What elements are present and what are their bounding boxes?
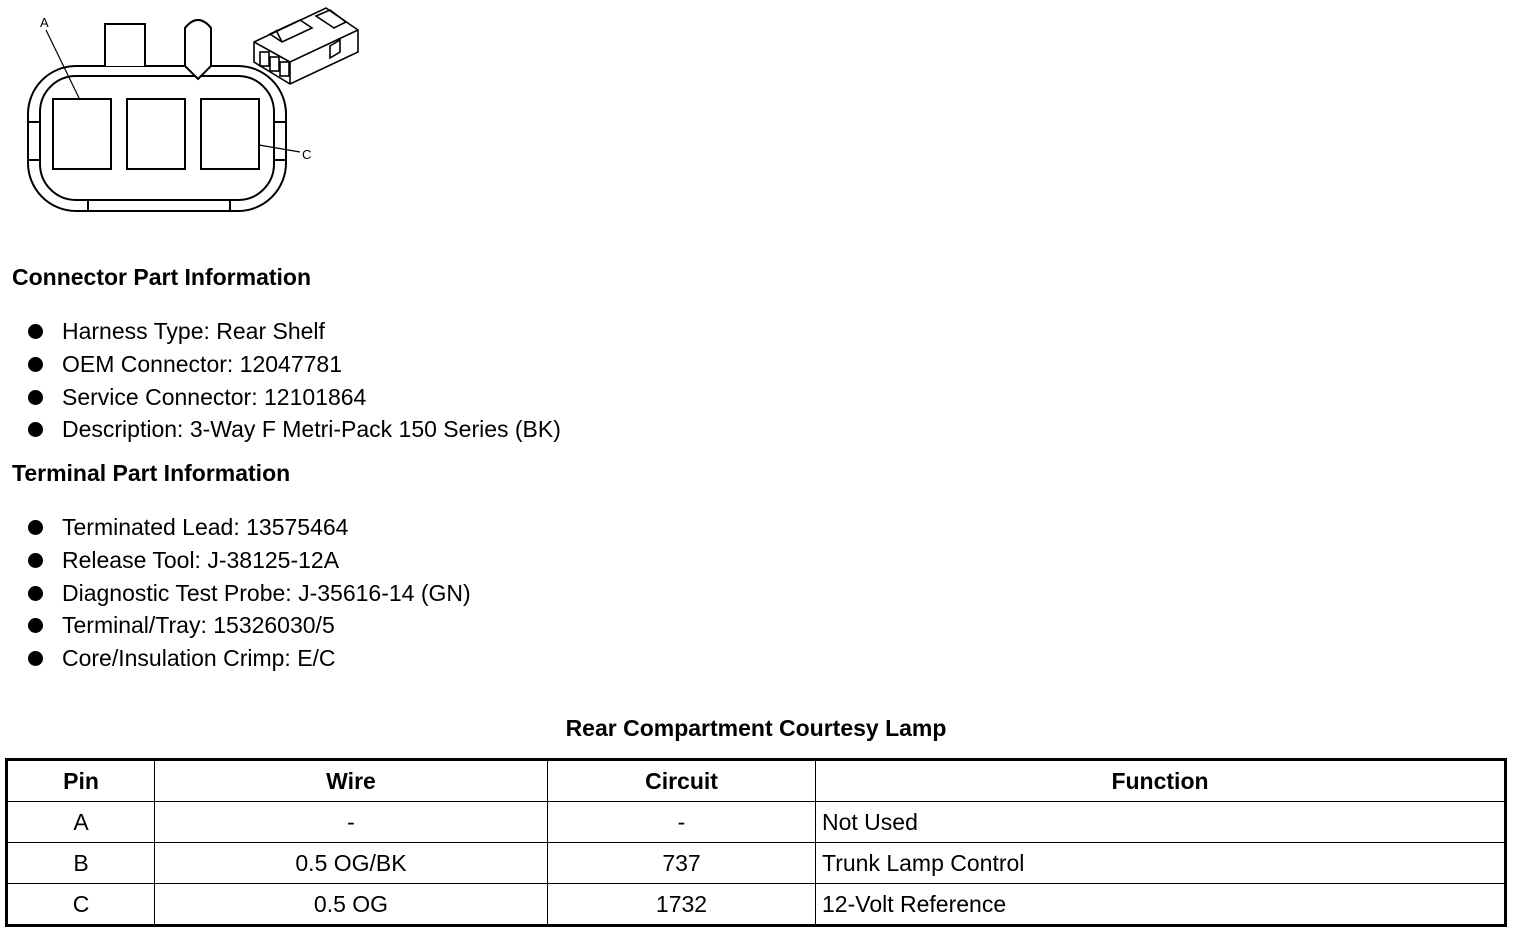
cell-function: 12-Volt Reference bbox=[816, 884, 1506, 926]
list-item: Harness Type: Rear Shelf bbox=[28, 315, 561, 348]
cell-pin: C bbox=[7, 884, 155, 926]
cell-circuit: 737 bbox=[548, 843, 816, 884]
bullet-icon bbox=[28, 520, 43, 535]
cell-function: Not Used bbox=[816, 802, 1506, 843]
table-row bbox=[7, 802, 1506, 843]
connector-info-heading: Connector Part Information bbox=[12, 264, 312, 290]
list-item: Diagnostic Test Probe: J-35616-14 (GN) bbox=[28, 577, 471, 610]
terminal-info-list bbox=[28, 511, 471, 675]
table-title: Rear Compartment Courtesy Lamp bbox=[565, 715, 947, 741]
bullet-icon bbox=[28, 618, 43, 633]
list-item: Terminal/Tray: 15326030/5 bbox=[28, 609, 471, 642]
bullet-icon bbox=[28, 390, 43, 405]
connector-diagram bbox=[0, 0, 380, 230]
cell-pin: B bbox=[7, 843, 155, 884]
pin-label-a: A bbox=[40, 15, 49, 30]
cell-function: Trunk Lamp Control bbox=[816, 843, 1506, 884]
pin-table bbox=[5, 758, 1507, 927]
list-item: Release Tool: J-38125-12A bbox=[28, 544, 471, 577]
list-item: Service Connector: 12101864 bbox=[28, 381, 561, 414]
cell-wire: - bbox=[155, 802, 548, 843]
terminal-info-heading: Terminal Part Information bbox=[12, 460, 291, 486]
table-row bbox=[7, 884, 1506, 926]
connector-housing bbox=[28, 66, 286, 211]
bullet-icon bbox=[28, 586, 43, 601]
list-item: Description: 3-Way F Metri-Pack 150 Series (BK) bbox=[28, 413, 561, 446]
header-wire: Wire bbox=[155, 760, 548, 802]
bullet-icon bbox=[28, 553, 43, 568]
list-item: Core/Insulation Crimp: E/C bbox=[28, 642, 471, 675]
cell-circuit: 1732 bbox=[548, 884, 816, 926]
pin-label-c: C bbox=[302, 147, 312, 162]
cell-wire: 0.5 OG bbox=[155, 884, 548, 926]
connector-info-list bbox=[28, 315, 561, 446]
cell-circuit: - bbox=[548, 802, 816, 843]
bullet-icon bbox=[28, 422, 43, 437]
cell-pin: A bbox=[7, 802, 155, 843]
list-item: Terminated Lead: 13575464 bbox=[28, 511, 471, 544]
bullet-icon bbox=[28, 324, 43, 339]
bullet-icon bbox=[28, 651, 43, 666]
table-row bbox=[7, 843, 1506, 884]
header-circuit: Circuit bbox=[548, 760, 816, 802]
header-function: Function bbox=[816, 760, 1506, 802]
cell-wire: 0.5 OG/BK bbox=[155, 843, 548, 884]
connector-thumbnail bbox=[254, 8, 358, 84]
table-header-row bbox=[7, 760, 1506, 802]
list-item: OEM Connector: 12047781 bbox=[28, 348, 561, 381]
bullet-icon bbox=[28, 357, 43, 372]
header-pin: Pin bbox=[7, 760, 155, 802]
